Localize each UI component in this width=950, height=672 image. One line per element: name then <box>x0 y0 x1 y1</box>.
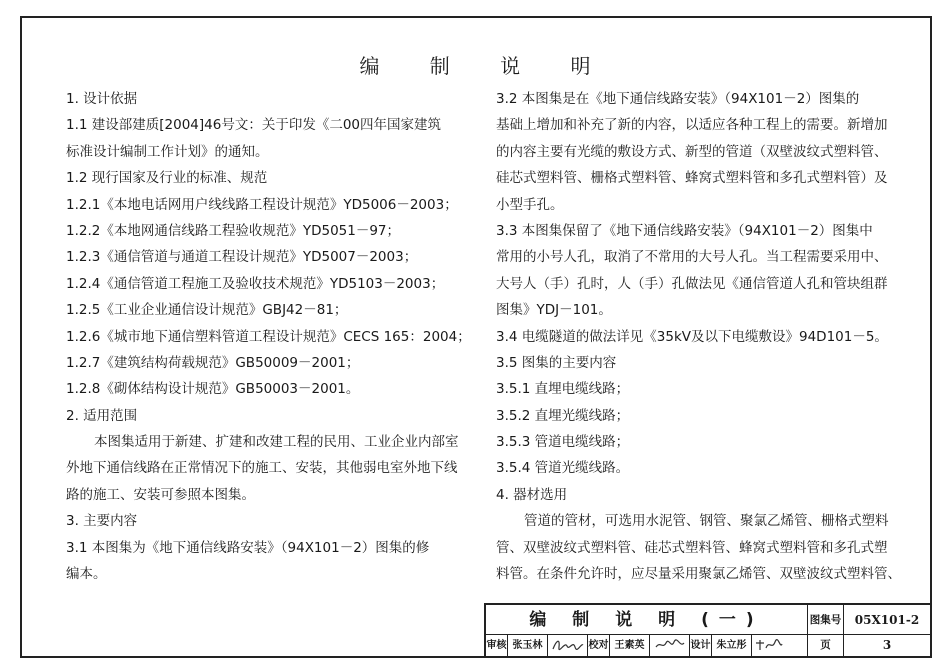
text-line: 1.2.6《城市地下通信塑料管道工程设计规范》CECS 165：2004； <box>66 328 471 345</box>
atlas-number: 05X101-2 <box>844 605 930 635</box>
text-line: 3.1 本图集为《地下通信线路安装》（94X101－2）图集的修 <box>66 539 430 556</box>
section-heading: 3. 主要内容 <box>66 513 138 530</box>
text-line: 3.5.4 管道光缆线路。 <box>496 460 630 477</box>
signature-icon <box>754 637 784 653</box>
text-line: 基础上增加和补充了新的内容，以适应各种工程上的需要。新增加 <box>496 117 888 134</box>
text-line: 1.1 建设部建质[2004]46号文：关于印发《二00四年国家建筑 <box>66 117 442 134</box>
checker-name: 王素英 <box>610 635 650 656</box>
text-line: 1.2.1《本地电话网用户线线路工程设计规范》YD5006－2003； <box>66 196 458 213</box>
text-line: 本图集适用于新建、扩建和改建工程的民用、工业企业内部室 <box>94 434 459 451</box>
text-line: 编本。 <box>66 566 107 583</box>
page-label: 页 <box>808 635 844 656</box>
text-line: 硅芯式塑料管、栅格式塑料管、蜂窝式塑料管和多孔式塑料管）及 <box>496 170 888 187</box>
text-line: 1.2.3《通信管道与通道工程设计规范》YD5007－2003； <box>66 249 418 266</box>
text-line: 1.2.2《本地网通信线路工程验收规范》YD5051－97； <box>66 222 401 239</box>
text-line: 料管。在条件允许时，应尽量采用聚氯乙烯管、双壁波纹式塑料管、 <box>496 566 901 583</box>
text-line: 路的施工、安装可参照本图集。 <box>66 486 255 503</box>
text-line: 图集》YDJ－101。 <box>496 302 612 319</box>
page-number: 3 <box>882 638 892 652</box>
text-line: 管道的管材，可选用水泥管、钢管、聚氯乙烯管、栅格式塑料 <box>524 513 889 530</box>
text-line: 小型手孔。 <box>496 196 564 213</box>
text-line: 1.2.8《砌体结构设计规范》GB50003－2001。 <box>66 381 360 398</box>
reviewer-signature <box>548 635 588 656</box>
atlas-label: 图集号 <box>808 605 844 635</box>
title-block <box>484 603 930 656</box>
designer-name: 朱立彤 <box>712 635 752 656</box>
review-label: 审核 <box>486 635 508 656</box>
text-line: 3.5.3 管道电缆线路； <box>496 434 630 451</box>
text-line: 1.2.7《建筑结构荷载规范》GB50009－2001； <box>66 354 360 371</box>
text-line: 外地下通信线路在正常情况下的施工、安装，其他弱电室外地下线 <box>66 460 458 477</box>
signature-icon <box>653 637 687 653</box>
reviewer-name: 张玉林 <box>508 635 548 656</box>
text-line: 1.2.5《工业企业通信设计规范》GBJ42－81； <box>66 302 348 319</box>
text-line: 大号人（手）孔时，人（手）孔做法见《通信管道人孔和管块组群 <box>496 275 888 292</box>
text-line: 1.2 现行国家及行业的标准、规范 <box>66 170 268 187</box>
text-line: 3.2 本图集是在《地下通信线路安装》（94X101－2）图集的 <box>496 91 860 107</box>
check-label: 校对 <box>588 635 610 656</box>
section-heading: 2. 适用范围 <box>66 407 138 424</box>
title-block-name: 编 制 说 明 (一) <box>486 605 808 635</box>
text-line: 管、双壁波纹式塑料管、硅芯式塑料管、蜂窝式塑料管和多孔式塑 <box>496 539 888 556</box>
text-line: 标准设计编制工作计划》的通知。 <box>66 143 269 160</box>
text-line: 常用的小号人孔，取消了不常用的大号人孔。当工程需要采用中、 <box>496 249 888 266</box>
left-column <box>66 86 482 587</box>
text-line: 3.5 图集的主要内容 <box>496 354 617 371</box>
text-line: 1.2.4《通信管道工程施工及验收技术规范》YD5103－2003； <box>66 275 445 292</box>
signature-icon <box>551 637 585 653</box>
design-label: 设计 <box>690 635 712 656</box>
text-line: 3.5.1 直埋电缆线路； <box>496 381 630 398</box>
text-line: 3.4 电缆隧道的做法详见《35kV及以下电缆敷设》94D101－5。 <box>496 328 888 345</box>
text-line: 的内容主要有光缆的敷设方式、新型的管道（双壁波纹式塑料管、 <box>496 143 888 160</box>
section-heading: 1. 设计依据 <box>66 91 138 107</box>
section-heading: 4. 器材选用 <box>496 486 568 503</box>
page-title: 编 制 说 明 <box>359 54 613 78</box>
signature-row <box>486 635 808 656</box>
text-line: 3.5.2 直埋光缆线路； <box>496 407 630 424</box>
checker-signature <box>650 635 690 656</box>
right-column <box>496 86 918 587</box>
text-line: 3.3 本图集保留了《地下通信线路安装》（94X101－2）图集中 <box>496 222 873 239</box>
designer-signature <box>752 635 786 656</box>
